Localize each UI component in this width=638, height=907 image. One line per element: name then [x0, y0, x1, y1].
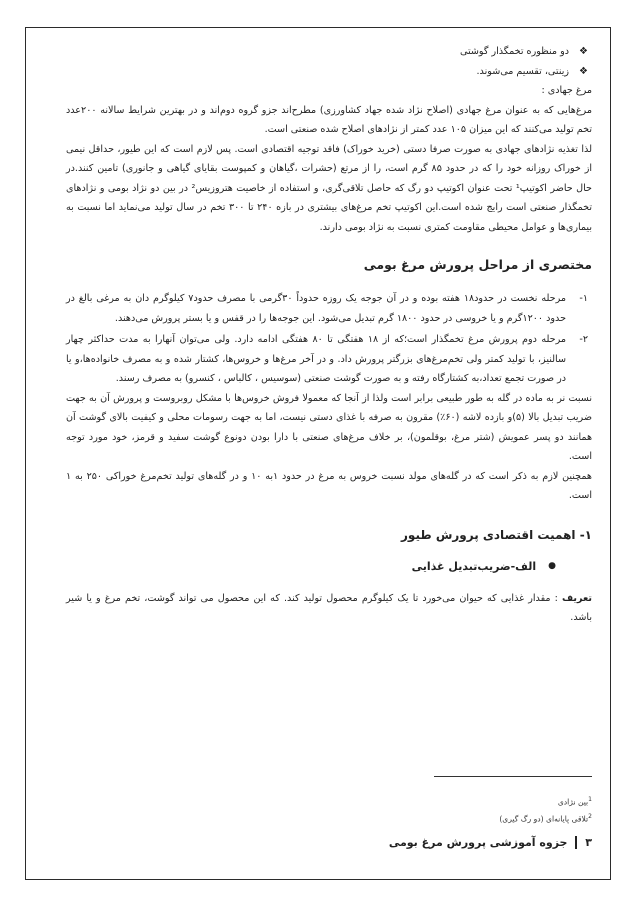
page-number: ۳ — [585, 836, 592, 849]
definition-paragraph — [66, 589, 592, 628]
bullet-text: دو منظوره تخمگذار گوشتی — [459, 46, 570, 57]
document-body — [66, 42, 592, 628]
diamond-bullet-icon: ❖ — [579, 65, 588, 77]
paragraph: مرغ‌هایی که به عنوان مرغ جهادی (اصلاح نژاد شده جهاد کشاورزی) مطرح‌اند جزو گروه دوم‌اند و در بهترین شرایط سالانه ۲۰۰عدد تخم تولید می‌کنند که این میزان ۱۰۵ عدد کمتر از نژادهای اصلاح شده صنعتی است. — [66, 104, 592, 135]
paragraph: همچنین لازم به ذکر است که در گله‌های مولد نسبت خروس به مرغ در حدود ۱به ۱۰ و در گله‌های تولید تخم‌مرغ خوراکی ۲۵۰ به ۱ است. — [66, 470, 592, 501]
subsubsection-heading — [66, 557, 592, 577]
diamond-bullet-icon: ❖ — [579, 46, 588, 57]
list-item — [66, 330, 592, 389]
subsection-title: ۱- اهمیت اقتصادی پرورش طیور — [401, 527, 592, 542]
native-hen-heading: مرغ جهادی : — [541, 85, 592, 96]
list-number: ۲- — [579, 334, 588, 345]
paragraph: لذا تغذیه نژادهای جهادی به صورت صرفا دستی (خرید خوراک) فاقد توجیه اقتصادی است. پس لازم است که این طیور، حداقل نیمی از خوراک روزانه خود را که در حدود ۸۵ گرم است، را از مرتع (حشرات ،گیاهان و کمپوست بقایای گیاهی و جانوری) تامین کنند.در حال حاضر اکوتیپ¹ تحت عنوان اکوتیپ دو رگ که حاصل تلاقی‌گری، و استفاده از خاصیت هتروزیس² در بین دو نژاد بومی و نژادهای تخمگذار صنعتی است رایج شده است.این اکوتیپ تخم مرغ‌های بیشتری در بازه ۲۴۰ تا ۳۰۰ تخم در سال تولید می‌نماید اما نسبت به بیماری‌ها و عوامل محیطی مقاومت کمتری نسبت به نژاد بومی دارند. — [66, 143, 593, 233]
list-item — [66, 289, 592, 328]
footnote-text: بین نژادی — [557, 797, 589, 807]
section-title: مختصری از مراحل پرورش مرغ بومی — [363, 257, 592, 272]
booklet-title: جزوه آموزشی پرورش مرغ بومی — [388, 836, 568, 849]
paragraph: نسبت نر به ماده در گله به طور طبیعی برابر است ولذا از آنجا که معمولا فروش خروس‌ها با مشکل روبروست و پرورش آن به جهت ضریب تبدیل بالا (۵)و بازده لاشه (۶۰٪) مقرون به صرفه با غذای دستی نیست، اما به جهت رسومات محلی و کیفیت بالای گوشت آن همانند دو پسر عمویش (شتر مرغ، بوقلمون)، بر خلاف مرغ‌های صنعتی با دارا بودن دونوع گوشت سفید و قرمز، خود مورد توجه است. — [66, 392, 592, 462]
list-text: مرحله نخست در حدود۱۸ هفته بوده و در آن جوجه یک روزه حدوداً ۳۰گرمی با مصرف حدود۷ کیلوگرم دان به مرغی بالغ در حدود ۱۲۰۰گرم و یا خروسی در حدود ۱۸۰۰ گرم تبدیل می‌شود. این جوجه‌ها را در قفس و یا بستر پرورش می‌دهند. — [66, 293, 566, 324]
definition-term: تعریف — [561, 592, 592, 604]
bullet-item — [66, 42, 592, 62]
stages-list — [66, 289, 592, 389]
list-number: ۱- — [579, 293, 588, 304]
page-footer — [389, 836, 592, 849]
bullet-dot-icon: ● — [548, 561, 556, 571]
footnote — [499, 793, 592, 810]
footnote — [499, 810, 592, 827]
footnote-separator — [434, 776, 592, 777]
subsubsection-title: الف-ضریب‌تبدیل غذایی — [411, 560, 537, 573]
footer-divider — [575, 836, 577, 849]
footnote-mark: 1 — [588, 796, 592, 803]
list-text: مرحله دوم پرورش مرغ تخمگذار است؛که از ۱۸ هفتگی تا ۸۰ هفتگی ادامه دارد. ولی می‌توان آنهارا به مدت حداکثر چهار سالنیز، با تولید کمتر ولی تخم‌مرغ‌های بزرگتر پرورش داد. و در آخر مرغ‌ها و خروس‌ها، کشتار شده و به مصرف خانواده‌ها،و یا در صورت تجمع تعداد،به کشتارگاه رفته و به صورت گوشت صنعتی (سوسیس ، کالباس ، کنسرو) به مصرف رسند. — [66, 334, 567, 384]
bullet-item — [66, 62, 592, 82]
definition-text: : مقدار غذایی که حیوان می‌خورد تا یک کیلوگرم محصول تولید کند. که این محصول می تواند گوشت، تخم مرغ و یا شیر باشد. — [66, 592, 592, 623]
footnote-text: تلاقی پایانه‌ای (دو رگ گیری) — [499, 814, 589, 824]
bullet-text: زینتی، تقسیم می‌شوند. — [476, 65, 570, 77]
footnotes — [499, 793, 592, 826]
footnote-mark: 2 — [588, 812, 592, 820]
